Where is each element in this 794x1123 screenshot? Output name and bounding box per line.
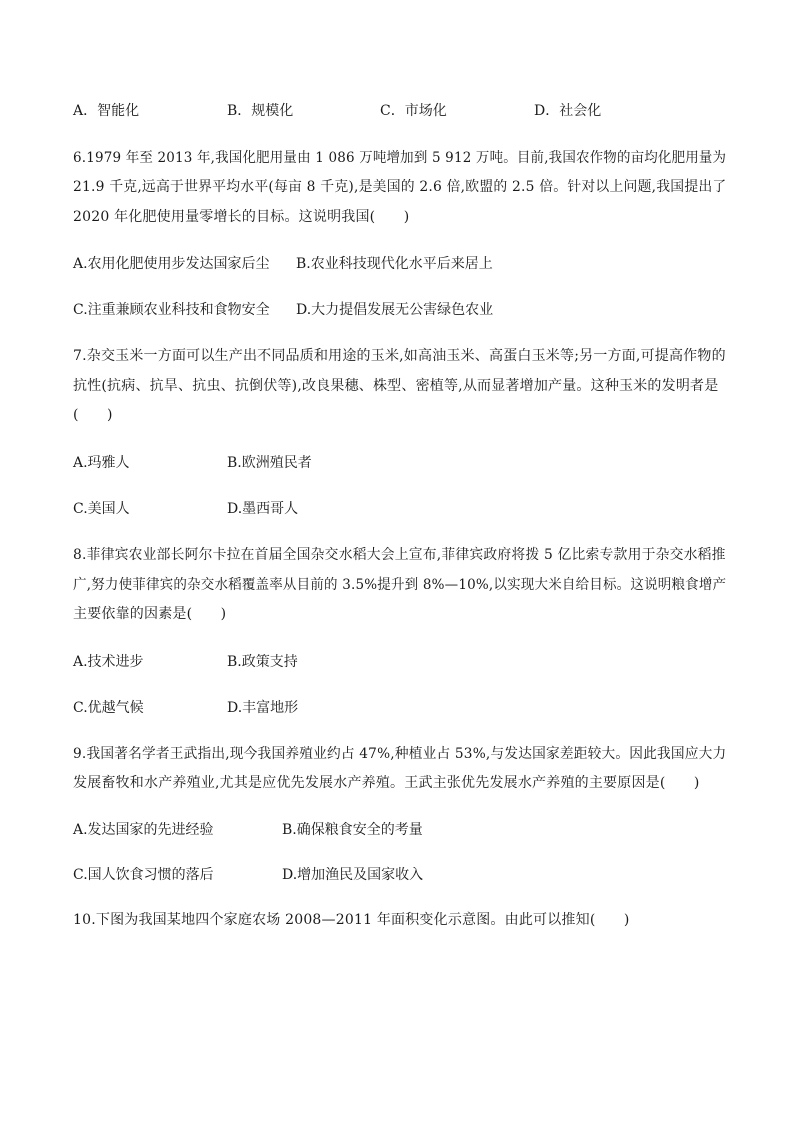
q10-stem-line-1: 10.下图为我国某地四个家庭农场 2008—2011 年面积变化示意图。由此可以推知( ) <box>73 912 630 928</box>
q5-option-b[interactable]: B．规模化 <box>227 103 294 119</box>
q7-option-d[interactable]: D.墨西哥人 <box>227 501 299 517</box>
q6-option-c[interactable]: C.注重兼顾农业科技和食物安全 <box>73 302 270 318</box>
q9-option-d[interactable]: D.增加渔民及国家收入 <box>282 867 424 883</box>
q8-option-c[interactable]: C.优越气候 <box>73 700 144 716</box>
q6-option-d[interactable]: D.大力提倡发展无公害绿色农业 <box>296 302 494 318</box>
q7-stem-line-3: ( ) <box>73 407 113 423</box>
q6-option-a[interactable]: A.农用化肥使用步发达国家后尘 <box>73 256 270 272</box>
q8-option-a[interactable]: A.技术进步 <box>73 654 144 670</box>
q7-option-b[interactable]: B.欧洲殖民者 <box>227 455 312 471</box>
q7-option-c[interactable]: C.美国人 <box>73 501 130 517</box>
q8-stem-line-1: 8.菲律宾农业部长阿尔卡拉在首届全国杂交水稻大会上宣布,菲律宾政府将拨 5 亿比索专款用于杂交水稻推 <box>73 547 726 563</box>
q8-option-b[interactable]: B.政策支持 <box>227 654 298 670</box>
q8-stem-line-2: 广,努力使菲律宾的杂交水稻覆盖率从目前的 3.5%提升到 8%—10%,以实现大米自给目标。这说明粮食增产 <box>73 577 727 593</box>
q8-option-d[interactable]: D.丰富地形 <box>227 700 299 716</box>
q6-stem-line-1: 6.1979 年至 2013 年,我国化肥用量由 1 086 万吨增加到 5 912 万吨。目前,我国农作物的亩均化肥用量为 <box>73 150 727 166</box>
q6-stem-line-2: 21.9 千克,远高于世界平均水平(每亩 8 千克),是美国的 2.6 倍,欧盟的 2.5 倍。针对以上问题,我国提出了 <box>73 179 727 195</box>
q5-option-a[interactable]: A．智能化 <box>73 103 140 119</box>
q5-option-c[interactable]: C．市场化 <box>380 103 447 119</box>
q7-stem-line-2: 抗性(抗病、抗旱、抗虫、抗倒伏等),改良果穗、株型、密植等,从而显著增加产量。这种玉米的发明者是 <box>73 378 719 394</box>
q9-option-c[interactable]: C.国人饮食习惯的落后 <box>73 867 214 883</box>
q7-option-a[interactable]: A.玛雅人 <box>73 455 130 471</box>
q6-stem-line-3: 2020 年化肥使用量零增长的目标。这说明我国( ) <box>73 209 410 225</box>
q7-stem-line-1: 7.杂交玉米一方面可以生产出不同品质和用途的玉米,如高油玉米、高蛋白玉米等;另一方面,可提高作物的 <box>73 348 726 364</box>
q5-option-d[interactable]: D．社会化 <box>534 103 602 119</box>
q9-stem-line-1: 9.我国著名学者王武指出,现今我国养殖业约占 47%,种植业占 53%,与发达国家差距较大。因此我国应大力 <box>73 746 727 762</box>
q9-stem-line-2: 发展畜牧和水产养殖业,尤其是应优先发展水产养殖。王武主张优先发展水产养殖的主要原因是( ) <box>73 775 700 791</box>
q6-option-b[interactable]: B.农业科技现代化水平后来居上 <box>296 256 493 272</box>
q9-option-a[interactable]: A.发达国家的先进经验 <box>73 822 214 838</box>
q9-option-b[interactable]: B.确保粮食安全的考量 <box>282 822 423 838</box>
q8-stem-line-3: 主要依靠的因素是( ) <box>73 606 227 622</box>
